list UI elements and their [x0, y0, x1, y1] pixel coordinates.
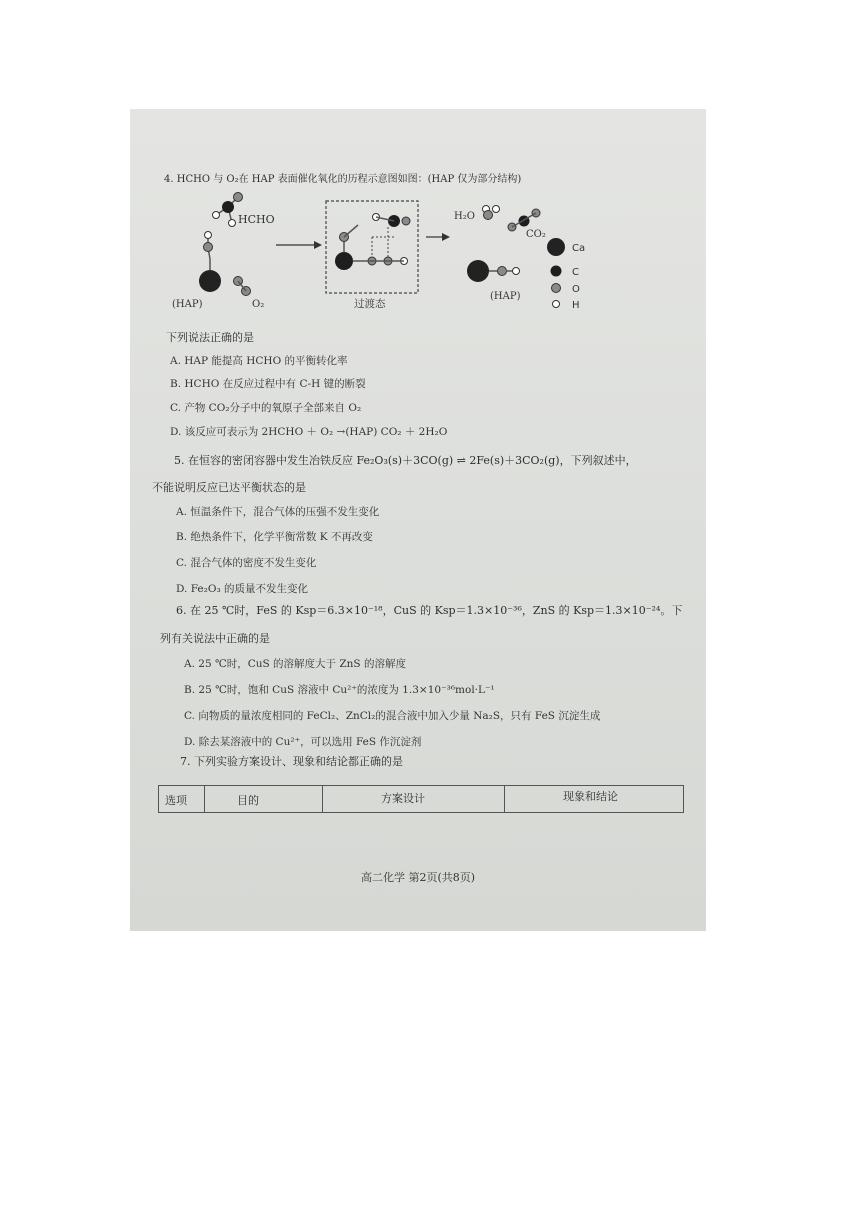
- co2-label: CO₂: [526, 229, 546, 240]
- q5-option-d: D. Fe₂O₃ 的质量不发生变化: [176, 583, 309, 595]
- q4-option-a: A. HAP 能提高 HCHO 的平衡转化率: [170, 355, 348, 367]
- legend-c: C: [572, 267, 579, 278]
- q4-option-d: D. 该反应可表示为 2HCHO ＋ O₂ →(HAP) CO₂ ＋ 2H₂O: [170, 426, 448, 438]
- q7-header-purpose: 目的: [237, 794, 259, 807]
- legend-ca: Ca: [572, 243, 586, 254]
- transition-label: 过渡态: [354, 298, 386, 310]
- q4-option-c: C. 产物 CO₂分子中的氧原子全部来自 O₂: [170, 402, 362, 414]
- q5-stem-line1: 5. 在恒容的密闭容器中发生冶铁反应 Fe₂O₃(s)＋3CO(g) ⇌ 2Fe(s)＋3CO₂(g)，下列叙述中，: [174, 454, 637, 467]
- legend-o: O: [572, 284, 580, 295]
- arrow-1: [314, 241, 322, 249]
- q7-header-design: 方案设计: [381, 792, 425, 805]
- q6-option-a: A. 25 ℃时，CuS 的溶解度大于 ZnS 的溶解度: [184, 658, 406, 670]
- q5-option-b: B. 绝热条件下，化学平衡常数 K 不再改变: [176, 531, 373, 543]
- q7-stem: 7. 下列实验方案设计、现象和结论都正确的是: [180, 755, 403, 768]
- q4-ask: 下列说法正确的是: [166, 331, 254, 344]
- transition-state-structure: [335, 214, 410, 271]
- o2-label: O₂: [252, 299, 265, 310]
- q6-option-c: C. 向物质的量浓度相同的 FeCl₂、ZnCl₂的混合液中加入少量 Na₂S，只有 FeS 沉淀生成: [184, 710, 601, 722]
- q5-option-c: C. 混合气体的密度不发生变化: [176, 557, 317, 569]
- q4-stem: 4. HCHO 与 O₂在 HAP 表面催化氧化的历程示意图如图：(HAP 仅为部分结构): [164, 174, 522, 185]
- q6-stem-line2: 列有关说法中正确的是: [160, 632, 270, 645]
- hap-left-label: (HAP): [172, 299, 203, 310]
- atom-legend: [547, 238, 585, 311]
- q6-stem-line1: 6. 在 25 ℃时，FeS 的 Ksp＝6.3×10⁻¹⁸，CuS 的 Ksp＝1.3×10⁻³⁶，ZnS 的 Ksp＝1.3×10⁻²⁴。下: [176, 604, 683, 617]
- hcho-label: HCHO: [238, 213, 275, 226]
- hap-left: [199, 232, 221, 293]
- q7-header-option: 选项: [165, 794, 187, 807]
- hap-right-label: (HAP): [490, 291, 521, 302]
- co2-molecule: [508, 209, 540, 231]
- q5-stem-line2: 不能说明反应已达平衡状态的是: [152, 481, 306, 494]
- h2o-molecule: [483, 206, 500, 220]
- q4-option-b: B. HCHO 在反应过程中有 C-H 键的断裂: [170, 378, 366, 390]
- q6-option-d: D. 除去某溶液中的 Cu²⁺，可以选用 FeS 作沉淀剂: [184, 736, 422, 748]
- legend-h: H: [572, 300, 580, 311]
- q6-option-b: B. 25 ℃时，饱和 CuS 溶液中 Cu²⁺的浓度为 1.3×10⁻³⁶mol·L⁻¹: [184, 684, 495, 696]
- arrow-2: [442, 233, 450, 241]
- q4-reaction-diagram: [158, 187, 598, 312]
- photographed-exam-page: [130, 109, 706, 931]
- q7-table: [158, 755, 682, 811]
- q7-header-result: 现象和结论: [563, 790, 618, 803]
- page-footer: 高二化学 第2页(共8页): [360, 871, 476, 884]
- hap-right: [467, 260, 520, 282]
- h2o-label: H₂O: [454, 211, 475, 222]
- q7-header-row: [158, 785, 684, 813]
- q5-option-a: A. 恒温条件下，混合气体的压强不发生变化: [176, 506, 380, 518]
- o2-molecule: [234, 277, 251, 296]
- exam-paper: [130, 109, 706, 931]
